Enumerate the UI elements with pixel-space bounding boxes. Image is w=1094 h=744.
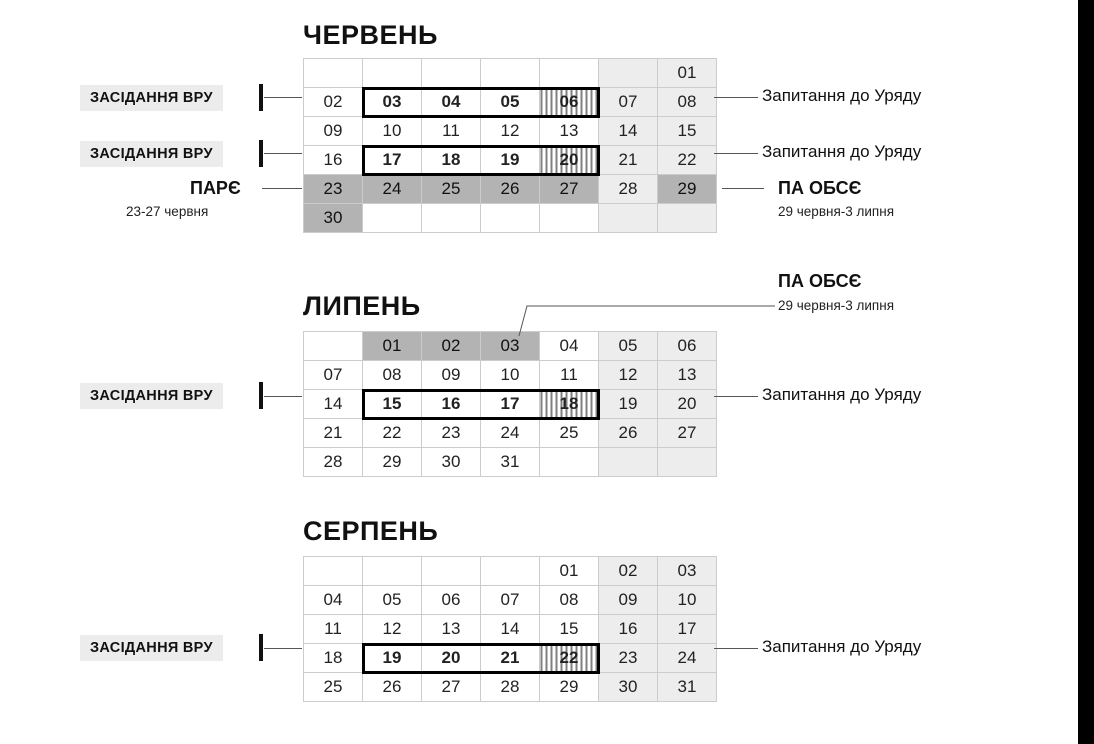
calendar-day-cell[interactable]: 03	[363, 88, 422, 117]
calendar-day-cell[interactable]: 24	[481, 419, 540, 448]
calendar-day-cell[interactable]: 28	[304, 448, 363, 477]
calendar-empty-cell	[422, 204, 481, 233]
calendar-day-cell[interactable]: 03	[658, 557, 717, 586]
right-connector-june-3	[714, 153, 758, 154]
calendar-day-cell[interactable]: 23	[422, 419, 481, 448]
calendar-day-cell[interactable]: 23	[599, 644, 658, 673]
right-label-question-june-3: Запитання до Уряду	[762, 142, 922, 161]
calendar-week-row	[304, 673, 717, 702]
calendar-day-cell[interactable]: 04	[304, 586, 363, 615]
osce-title: ПА ОБСЄ	[778, 178, 862, 198]
calendar-day-cell[interactable]: 21	[481, 644, 540, 673]
calendar-day-cell[interactable]: 05	[599, 332, 658, 361]
calendar-empty-cell	[540, 59, 599, 88]
right-connector-july	[714, 396, 758, 397]
calendar-day-cell[interactable]: 08	[363, 361, 422, 390]
calendar-day-cell[interactable]: 11	[540, 361, 599, 390]
calendar-empty-cell	[304, 332, 363, 361]
right-label-question-august: Запитання до Уряду	[762, 637, 922, 656]
right-edge-strip	[1078, 0, 1094, 744]
calendar-day-cell[interactable]: 01	[540, 557, 599, 586]
calendar-day-cell[interactable]: 24	[658, 644, 717, 673]
calendar-day-cell[interactable]: 02	[422, 332, 481, 361]
calendar-day-cell[interactable]: 26	[363, 673, 422, 702]
calendar-day-cell[interactable]: 27	[658, 419, 717, 448]
pace-leader-line	[262, 188, 302, 189]
calendar-day-cell[interactable]: 01	[658, 59, 717, 88]
calendar-day-cell[interactable]: 02	[304, 88, 363, 117]
calendar-day-cell[interactable]: 30	[422, 448, 481, 477]
calendar-day-cell[interactable]: 06	[658, 332, 717, 361]
calendar-day-cell[interactable]: 29	[540, 673, 599, 702]
right-connector-june-1	[714, 97, 758, 98]
left-connector-june-3	[264, 153, 302, 154]
calendar-week-row	[304, 586, 717, 615]
calendar-day-cell[interactable]: 07	[481, 586, 540, 615]
calendar-day-cell[interactable]: 14	[304, 390, 363, 419]
calendar-week-row	[304, 146, 717, 175]
calendar-empty-cell	[304, 59, 363, 88]
right-edge-gap	[1072, 0, 1078, 744]
calendar-empty-cell	[540, 204, 599, 233]
calendar-week-row	[304, 175, 717, 204]
calendar-june	[303, 58, 717, 233]
calendar-day-cell[interactable]: 17	[658, 615, 717, 644]
pace-title: ПАРЄ	[190, 178, 241, 198]
calendar-day-cell[interactable]: 05	[481, 88, 540, 117]
calendar-day-cell[interactable]: 22	[540, 644, 599, 673]
calendar-day-cell[interactable]: 06	[540, 88, 599, 117]
calendar-week-row	[304, 361, 717, 390]
calendar-day-cell[interactable]: 21	[304, 419, 363, 448]
calendar-day-cell[interactable]: 20	[658, 390, 717, 419]
calendar-day-cell[interactable]: 07	[599, 88, 658, 117]
calendar-day-cell[interactable]: 10	[481, 361, 540, 390]
calendar-day-cell[interactable]: 22	[363, 419, 422, 448]
calendar-day-cell[interactable]: 07	[304, 361, 363, 390]
calendar-day-cell[interactable]: 10	[363, 117, 422, 146]
calendar-day-cell[interactable]: 15	[363, 390, 422, 419]
calendar-day-cell[interactable]: 19	[599, 390, 658, 419]
month-title-august: СЕРПЕНЬ	[303, 516, 439, 546]
left-connector-june-1	[264, 97, 302, 98]
calendar-day-cell[interactable]: 12	[363, 615, 422, 644]
calendar-empty-cell	[540, 448, 599, 477]
calendar-day-cell[interactable]: 09	[599, 586, 658, 615]
calendar-day-cell[interactable]: 27	[540, 175, 599, 204]
right-label-question-july: Запитання до Уряду	[762, 385, 922, 404]
calendar-day-cell[interactable]: 15	[540, 615, 599, 644]
calendar-day-cell[interactable]: 10	[658, 586, 717, 615]
month-title-july: ЛИПЕНЬ	[303, 291, 421, 321]
calendar-day-cell[interactable]: 29	[658, 175, 717, 204]
osce-dates: 29 червня-3 липня	[778, 204, 895, 219]
osce-title-2: ПА ОБСЄ	[778, 271, 862, 291]
left-label-bar-july	[259, 382, 263, 409]
pace-dates: 23-27 червня	[126, 204, 209, 219]
calendar-day-cell[interactable]: 23	[304, 175, 363, 204]
calendar-day-cell[interactable]: 18	[540, 390, 599, 419]
calendar-day-cell[interactable]: 19	[363, 644, 422, 673]
calendar-week-row	[304, 59, 717, 88]
calendar-day-cell[interactable]: 24	[363, 175, 422, 204]
calendar-day-cell[interactable]: 13	[658, 361, 717, 390]
calendar-week-row	[304, 615, 717, 644]
calendar-week-row	[304, 390, 717, 419]
calendar-empty-cell	[304, 557, 363, 586]
calendar-day-cell[interactable]: 03	[481, 332, 540, 361]
calendar-day-cell[interactable]: 28	[481, 673, 540, 702]
calendar-week-row	[304, 419, 717, 448]
calendar-day-cell[interactable]: 09	[304, 117, 363, 146]
calendar-empty-cell	[363, 557, 422, 586]
osce-leader-line-2	[505, 296, 785, 341]
left-label-vru-june-3: ЗАСІДАННЯ ВРУ	[80, 141, 223, 167]
calendar-day-cell[interactable]: 06	[422, 586, 481, 615]
calendar-day-cell[interactable]: 25	[304, 673, 363, 702]
calendar-day-cell[interactable]: 18	[422, 146, 481, 175]
calendar-day-cell[interactable]: 30	[304, 204, 363, 233]
calendar-empty-cell	[422, 59, 481, 88]
calendar-week-row	[304, 117, 717, 146]
calendar-week-row	[304, 448, 717, 477]
calendar-day-cell[interactable]: 31	[658, 673, 717, 702]
month-title-june: ЧЕРВЕНЬ	[303, 20, 438, 50]
osce-leader-line	[722, 188, 764, 189]
calendar-empty-cell	[599, 448, 658, 477]
left-connector-august	[264, 648, 302, 649]
calendar-day-cell[interactable]: 16	[599, 615, 658, 644]
left-label-bar-june-1	[259, 84, 263, 111]
calendar-empty-cell	[363, 59, 422, 88]
calendar-day-cell[interactable]: 08	[540, 586, 599, 615]
calendar-july	[303, 331, 717, 477]
calendar-day-cell[interactable]: 11	[422, 117, 481, 146]
calendar-day-cell[interactable]: 01	[363, 332, 422, 361]
left-label-bar-june-3	[259, 140, 263, 167]
left-label-bar-august	[259, 634, 263, 661]
calendar-day-cell[interactable]: 13	[422, 615, 481, 644]
calendar-day-cell[interactable]: 20	[422, 644, 481, 673]
calendar-august	[303, 556, 717, 702]
calendar-day-cell[interactable]: 02	[599, 557, 658, 586]
right-label-question-june-1: Запитання до Уряду	[762, 86, 922, 105]
calendar-empty-cell	[658, 448, 717, 477]
calendar-week-row	[304, 204, 717, 233]
calendar-day-cell[interactable]: 05	[363, 586, 422, 615]
calendar-day-cell[interactable]: 31	[481, 448, 540, 477]
calendar-empty-cell	[481, 557, 540, 586]
calendar-day-cell[interactable]: 25	[422, 175, 481, 204]
right-connector-august	[714, 648, 758, 649]
calendar-empty-cell	[481, 59, 540, 88]
calendar-day-cell[interactable]: 26	[599, 419, 658, 448]
calendar-week-row	[304, 88, 717, 117]
left-label-vru-august: ЗАСІДАННЯ ВРУ	[80, 635, 223, 661]
osce-dates-2: 29 червня-3 липня	[778, 298, 895, 313]
calendar-empty-cell	[481, 204, 540, 233]
calendar-day-cell[interactable]: 12	[481, 117, 540, 146]
calendar-day-cell[interactable]: 12	[599, 361, 658, 390]
calendar-day-cell[interactable]: 29	[363, 448, 422, 477]
calendar-empty-cell	[363, 204, 422, 233]
calendar-week-row	[304, 557, 717, 586]
calendar-week-row	[304, 644, 717, 673]
calendar-day-cell[interactable]: 26	[481, 175, 540, 204]
calendar-day-cell[interactable]: 17	[481, 390, 540, 419]
calendar-day-cell[interactable]: 20	[540, 146, 599, 175]
calendar-day-cell[interactable]: 19	[481, 146, 540, 175]
calendar-day-cell[interactable]: 04	[422, 88, 481, 117]
calendar-day-cell[interactable]: 16	[422, 390, 481, 419]
calendar-day-cell[interactable]: 13	[540, 117, 599, 146]
calendar-day-cell[interactable]: 04	[540, 332, 599, 361]
calendar-empty-cell	[422, 557, 481, 586]
calendar-day-cell[interactable]: 16	[304, 146, 363, 175]
calendar-empty-cell	[599, 204, 658, 233]
left-connector-july	[264, 396, 302, 397]
calendar-day-cell[interactable]: 15	[658, 117, 717, 146]
calendar-empty-cell	[599, 59, 658, 88]
calendar-day-cell[interactable]: 14	[481, 615, 540, 644]
calendar-day-cell[interactable]: 08	[658, 88, 717, 117]
calendar-day-cell[interactable]: 30	[599, 673, 658, 702]
calendar-day-cell[interactable]: 22	[658, 146, 717, 175]
calendar-day-cell[interactable]: 09	[422, 361, 481, 390]
calendar-day-cell[interactable]: 27	[422, 673, 481, 702]
calendar-empty-cell	[658, 204, 717, 233]
calendar-day-cell[interactable]: 18	[304, 644, 363, 673]
left-label-vru-june-1: ЗАСІДАННЯ ВРУ	[80, 85, 223, 111]
calendar-day-cell[interactable]: 17	[363, 146, 422, 175]
calendar-day-cell[interactable]: 11	[304, 615, 363, 644]
calendar-day-cell[interactable]: 25	[540, 419, 599, 448]
left-label-vru-july: ЗАСІДАННЯ ВРУ	[80, 383, 223, 409]
calendar-day-cell[interactable]: 14	[599, 117, 658, 146]
calendar-day-cell[interactable]: 21	[599, 146, 658, 175]
calendar-day-cell[interactable]: 28	[599, 175, 658, 204]
